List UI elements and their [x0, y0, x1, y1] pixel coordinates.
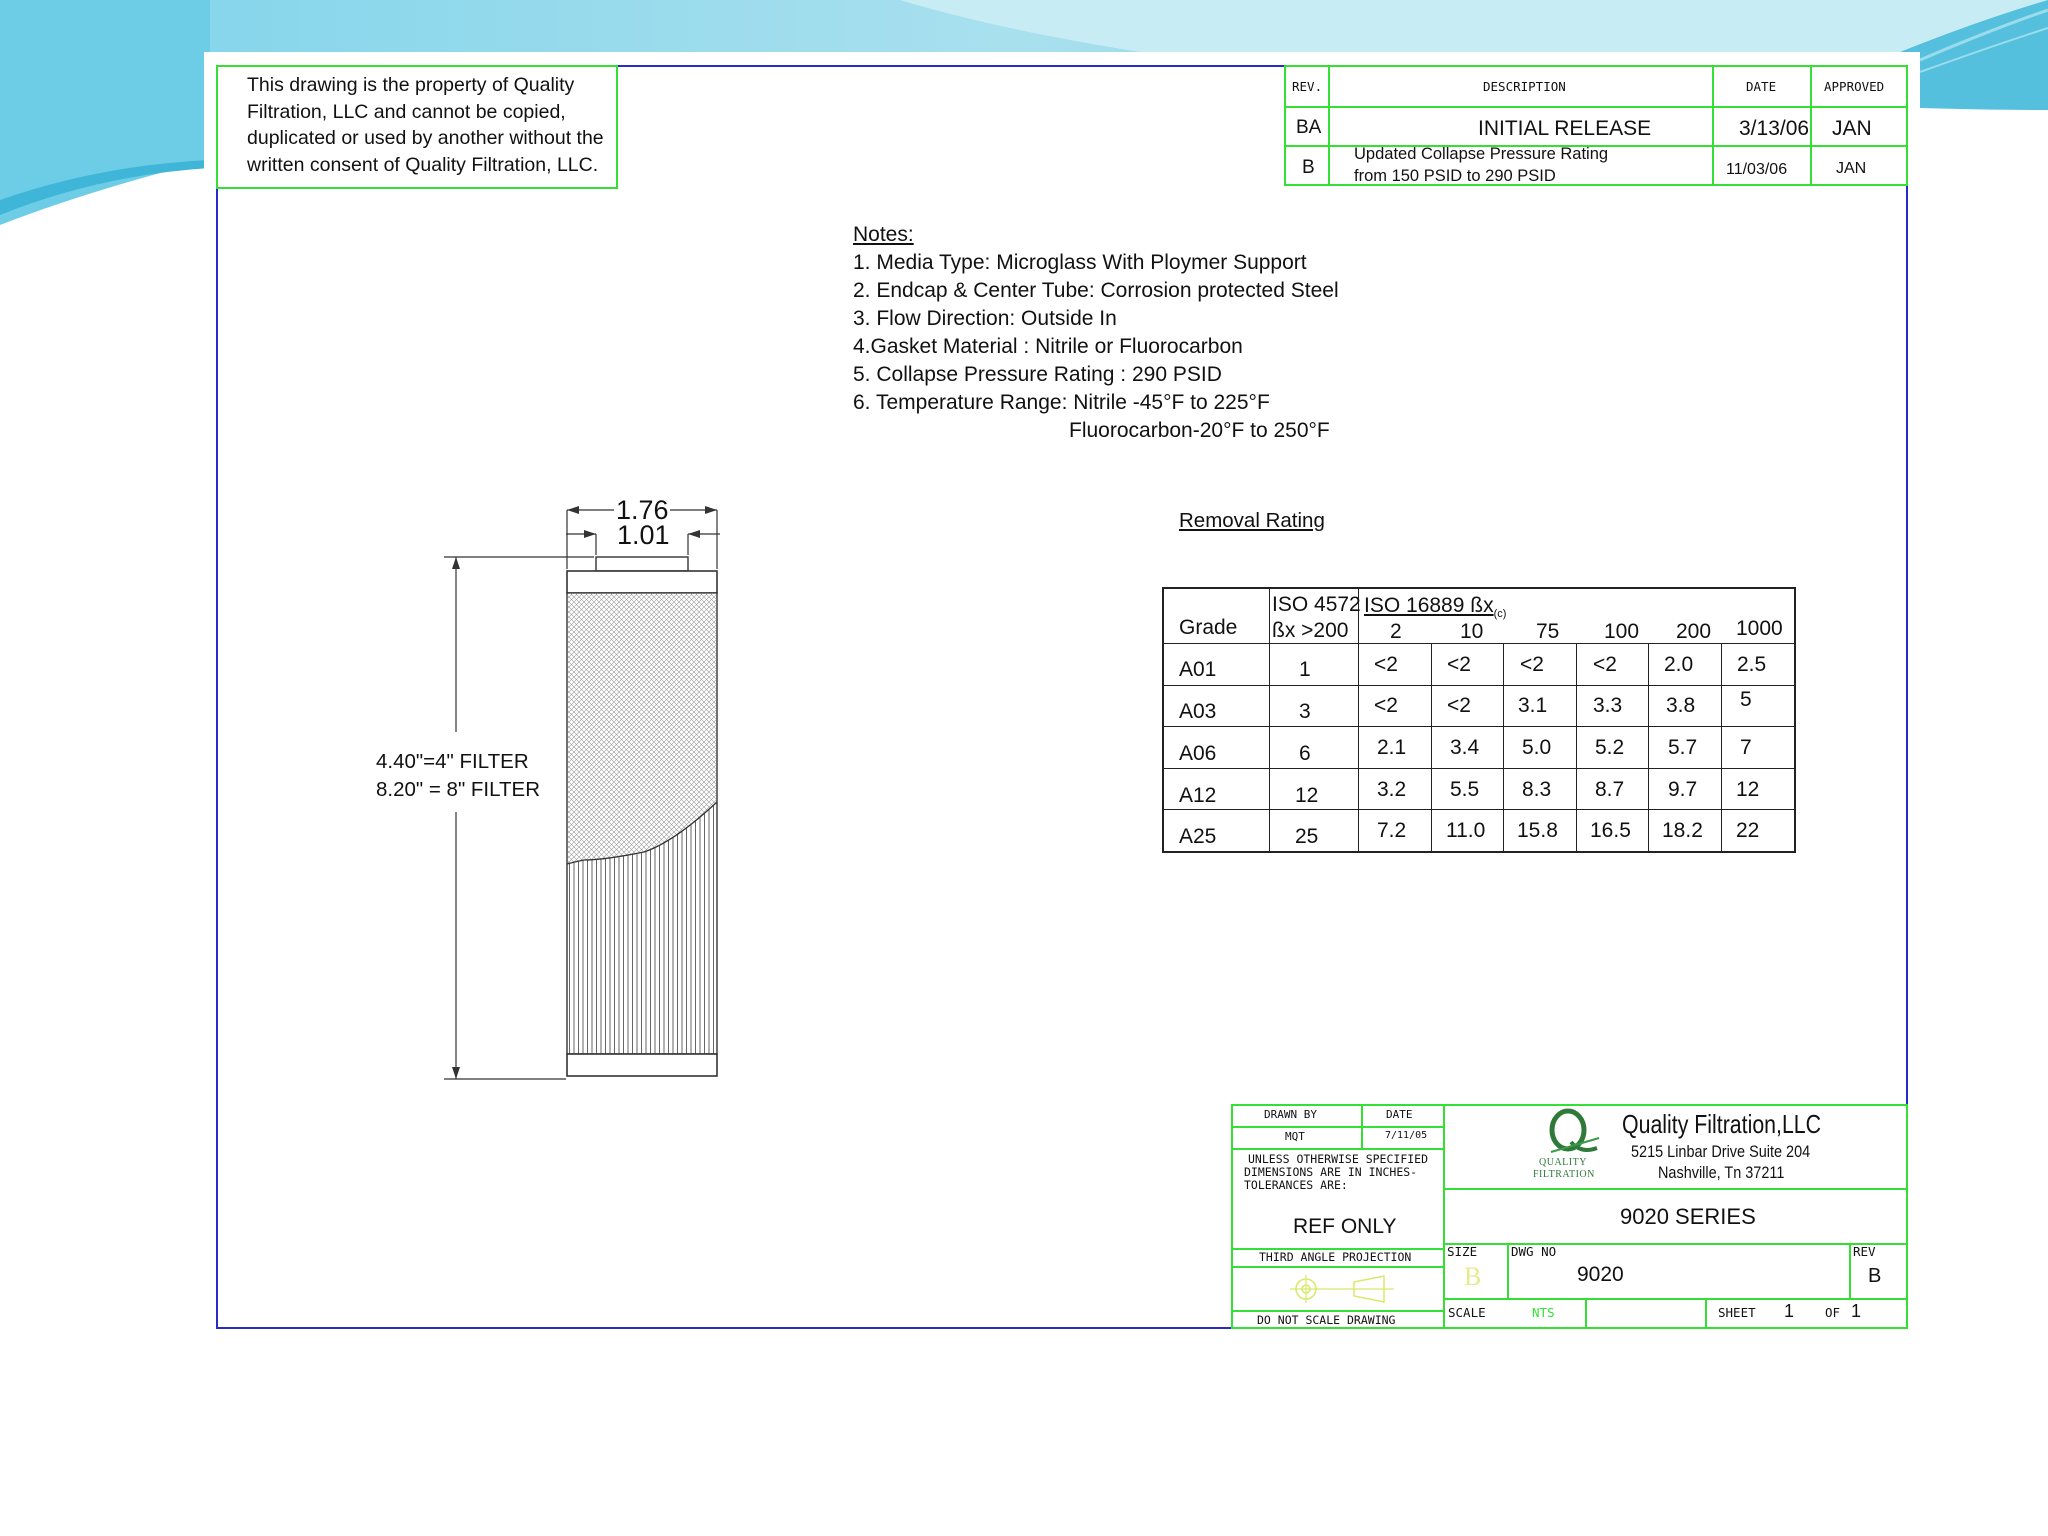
size-value: B: [1464, 1262, 1482, 1291]
rev-row-approved: JAN: [1836, 160, 1867, 177]
note-item: 2. Endcap & Center Tube: Corrosion protected Steel: [853, 279, 1339, 302]
micron-header: 75: [1536, 620, 1560, 643]
scale-value: NTS: [1532, 1305, 1555, 1320]
title-divider: [1443, 1188, 1908, 1190]
copyright-notice: This drawing is the property of Quality Filtration, LLC and cannot be copied, duplicated or used by another without the written consent of Quality Filtration, LLC.: [247, 74, 604, 176]
of-value: 1: [1851, 1301, 1862, 1321]
note-item: 5. Collapse Pressure Rating : 290 PSID: [853, 363, 1222, 386]
filter-top-endcap: [567, 571, 717, 593]
grade-cell: A03: [1179, 700, 1217, 723]
rating-cell: 9.7: [1668, 778, 1698, 801]
note-item: 1. Media Type: Microglass With Ploymer Support: [853, 251, 1307, 274]
description-header: DESCRIPTION: [1483, 79, 1566, 94]
iso16889-header: ISO 16889 $ßx_{(c)}$: [1364, 594, 1507, 621]
drawn-by-value: MQT: [1285, 1130, 1305, 1143]
company-address-line-1: 5215 Linbar Drive Suite 204: [1631, 1142, 1811, 1161]
company-name: Quality Filtration,LLC: [1622, 1109, 1822, 1139]
title-divider: [1443, 1298, 1908, 1300]
rating-cell: 5.5: [1450, 778, 1480, 801]
length-label-8in: 8.20" = 8" FILTER: [376, 778, 541, 801]
rating-cell: <2: [1593, 653, 1617, 676]
grade-cell: A06: [1179, 742, 1217, 765]
rating-cell: 5.2: [1595, 736, 1625, 759]
dimension-inner-diameter: 1.01: [617, 520, 670, 550]
grade-cell: A25: [1179, 825, 1217, 848]
tolerance-note: TOLERANCES ARE:: [1244, 1178, 1348, 1192]
grade-column-header: Grade: [1179, 616, 1238, 639]
title-divider: [1705, 1298, 1707, 1329]
rev-row-date: 3/13/06: [1739, 117, 1810, 140]
rev-divider: [1810, 65, 1812, 186]
ref-only-label: REF ONLY: [1293, 1215, 1397, 1238]
of-label: OF: [1825, 1305, 1841, 1320]
rating-cell: 22: [1736, 819, 1760, 842]
third-angle-projection-icon: [1284, 1270, 1404, 1306]
rating-cell: 8.3: [1522, 778, 1552, 801]
rev-row-rev: B: [1302, 157, 1315, 178]
rating-cell: 3.2: [1377, 778, 1407, 801]
note-item: 6. Temperature Range: Nitrile -45°F to 225°F: [853, 391, 1270, 414]
company-address-line-2: Nashville, Tn 37211: [1658, 1163, 1785, 1182]
rating-cell: 15.8: [1517, 819, 1558, 842]
iso4572-cell: 3: [1299, 700, 1311, 723]
rating-cell: 12: [1736, 778, 1760, 801]
rating-cell: 7.2: [1377, 819, 1407, 842]
removal-rating-table: [1162, 587, 1796, 853]
rating-cell: <2: [1447, 653, 1471, 676]
title-divider: [1507, 1243, 1509, 1298]
rating-cell: 5.0: [1522, 736, 1552, 759]
rev-row-rev: BA: [1296, 117, 1322, 138]
rating-cell: 2.5: [1737, 653, 1767, 676]
date-header: DATE: [1746, 79, 1777, 94]
rating-cell: 11.0: [1446, 819, 1486, 842]
iso4572-cell: 6: [1299, 742, 1311, 765]
drawing-sheet: [204, 52, 1920, 1367]
rating-cell: 5.7: [1668, 736, 1698, 759]
rev-row-approved: JAN: [1832, 117, 1872, 140]
rev-divider: [1712, 65, 1714, 186]
removal-rating-title: Removal Rating: [1179, 509, 1325, 532]
drawn-by-label: DRAWN BY: [1264, 1108, 1317, 1121]
notes-heading: Notes:: [853, 223, 914, 246]
iso4572-cell: 12: [1295, 784, 1319, 807]
rev-row-description: Updated Collapse Pressure Rating: [1354, 145, 1609, 163]
micron-header: 200: [1676, 620, 1712, 643]
iso4572-beta-header: ßx >200: [1272, 619, 1349, 642]
length-label-4in: 4.40"=4" FILTER: [376, 750, 529, 773]
title-divider: [1443, 1104, 1445, 1329]
rating-cell: 3.3: [1593, 694, 1623, 717]
sheet-value: 1: [1784, 1301, 1795, 1321]
title-divider: [1231, 1266, 1443, 1268]
logo-wordmark: QUALITY: [1539, 1157, 1587, 1168]
series-title: 9020 SERIES: [1620, 1204, 1756, 1229]
rev-row-description: INITIAL RELEASE: [1478, 117, 1652, 140]
tolerance-note: DIMENSIONS ARE IN INCHES-: [1244, 1165, 1418, 1179]
title-divider: [1231, 1126, 1443, 1128]
rating-cell: 8.7: [1595, 778, 1625, 801]
iso4572-cell: 25: [1295, 825, 1319, 848]
rating-cell: <2: [1374, 694, 1398, 717]
rating-cell: 16.5: [1590, 819, 1631, 842]
rev-header: REV.: [1292, 79, 1323, 94]
rev-value: B: [1868, 1265, 1882, 1287]
drawn-date-label: DATE: [1386, 1108, 1413, 1121]
rev-divider: [1328, 65, 1330, 186]
rating-cell: 18.2: [1662, 819, 1703, 842]
micron-header: 10: [1460, 620, 1484, 643]
title-divider: [1231, 1148, 1443, 1150]
rating-cell: 3.4: [1450, 736, 1480, 759]
note-item: 4.Gasket Material : Nitrile or Fluorocarbon: [853, 335, 1243, 358]
rev-row-date: 11/03/06: [1726, 161, 1788, 178]
title-divider: [1231, 1310, 1443, 1312]
dwg-no-value: 9020: [1577, 1263, 1624, 1286]
rating-cell: <2: [1447, 694, 1471, 717]
dwg-no-label: DWG NO: [1511, 1244, 1557, 1259]
grade-cell: A12: [1179, 784, 1217, 807]
filter-element-drawing: [204, 52, 964, 1102]
rating-cell: 2.1: [1377, 736, 1407, 759]
micron-header: 1000: [1736, 617, 1783, 640]
rev-row-description-2: from 150 PSID to 290 PSID: [1354, 167, 1556, 185]
scale-label: SCALE: [1448, 1305, 1486, 1320]
note-item: 3. Flow Direction: Outside In: [853, 307, 1117, 330]
rating-cell: 7: [1740, 736, 1752, 759]
note-item-continuation: Fluorocarbon-20°F to 250°F: [1069, 419, 1330, 442]
drawn-date-value: 7/11/05: [1385, 1130, 1428, 1141]
micron-header: 100: [1604, 620, 1640, 643]
rating-cell: 5: [1740, 688, 1752, 711]
title-divider: [1585, 1298, 1587, 1329]
iso4572-cell: 1: [1299, 658, 1311, 681]
logo-wordmark: FILTRATION: [1533, 1169, 1595, 1180]
rev-divider: [1284, 106, 1908, 108]
rating-cell: 2.0: [1664, 653, 1694, 676]
micron-header: 2: [1390, 620, 1402, 643]
tolerance-note: UNLESS OTHERWISE SPECIFIED: [1248, 1152, 1429, 1166]
do-not-scale-label: DO NOT SCALE DRAWING: [1257, 1313, 1396, 1327]
dimension-outer-diameter: 1.76: [616, 495, 669, 525]
rating-cell: 3.1: [1518, 694, 1548, 717]
rating-cell: 3.8: [1666, 694, 1696, 717]
rev-label: REV: [1853, 1244, 1876, 1259]
filter-nub: [596, 557, 688, 571]
approved-header: APPROVED: [1824, 79, 1885, 94]
filter-bottom-endcap: [567, 1054, 717, 1076]
title-divider: [1849, 1243, 1851, 1298]
size-label: SIZE: [1447, 1244, 1478, 1259]
grade-cell: A01: [1179, 658, 1217, 681]
projection-label: THIRD ANGLE PROJECTION: [1259, 1250, 1412, 1264]
sheet-label: SHEET: [1718, 1305, 1756, 1320]
iso4572-header: ISO 4572: [1272, 593, 1361, 616]
rating-cell: <2: [1520, 653, 1544, 676]
rating-cell: <2: [1374, 653, 1398, 676]
